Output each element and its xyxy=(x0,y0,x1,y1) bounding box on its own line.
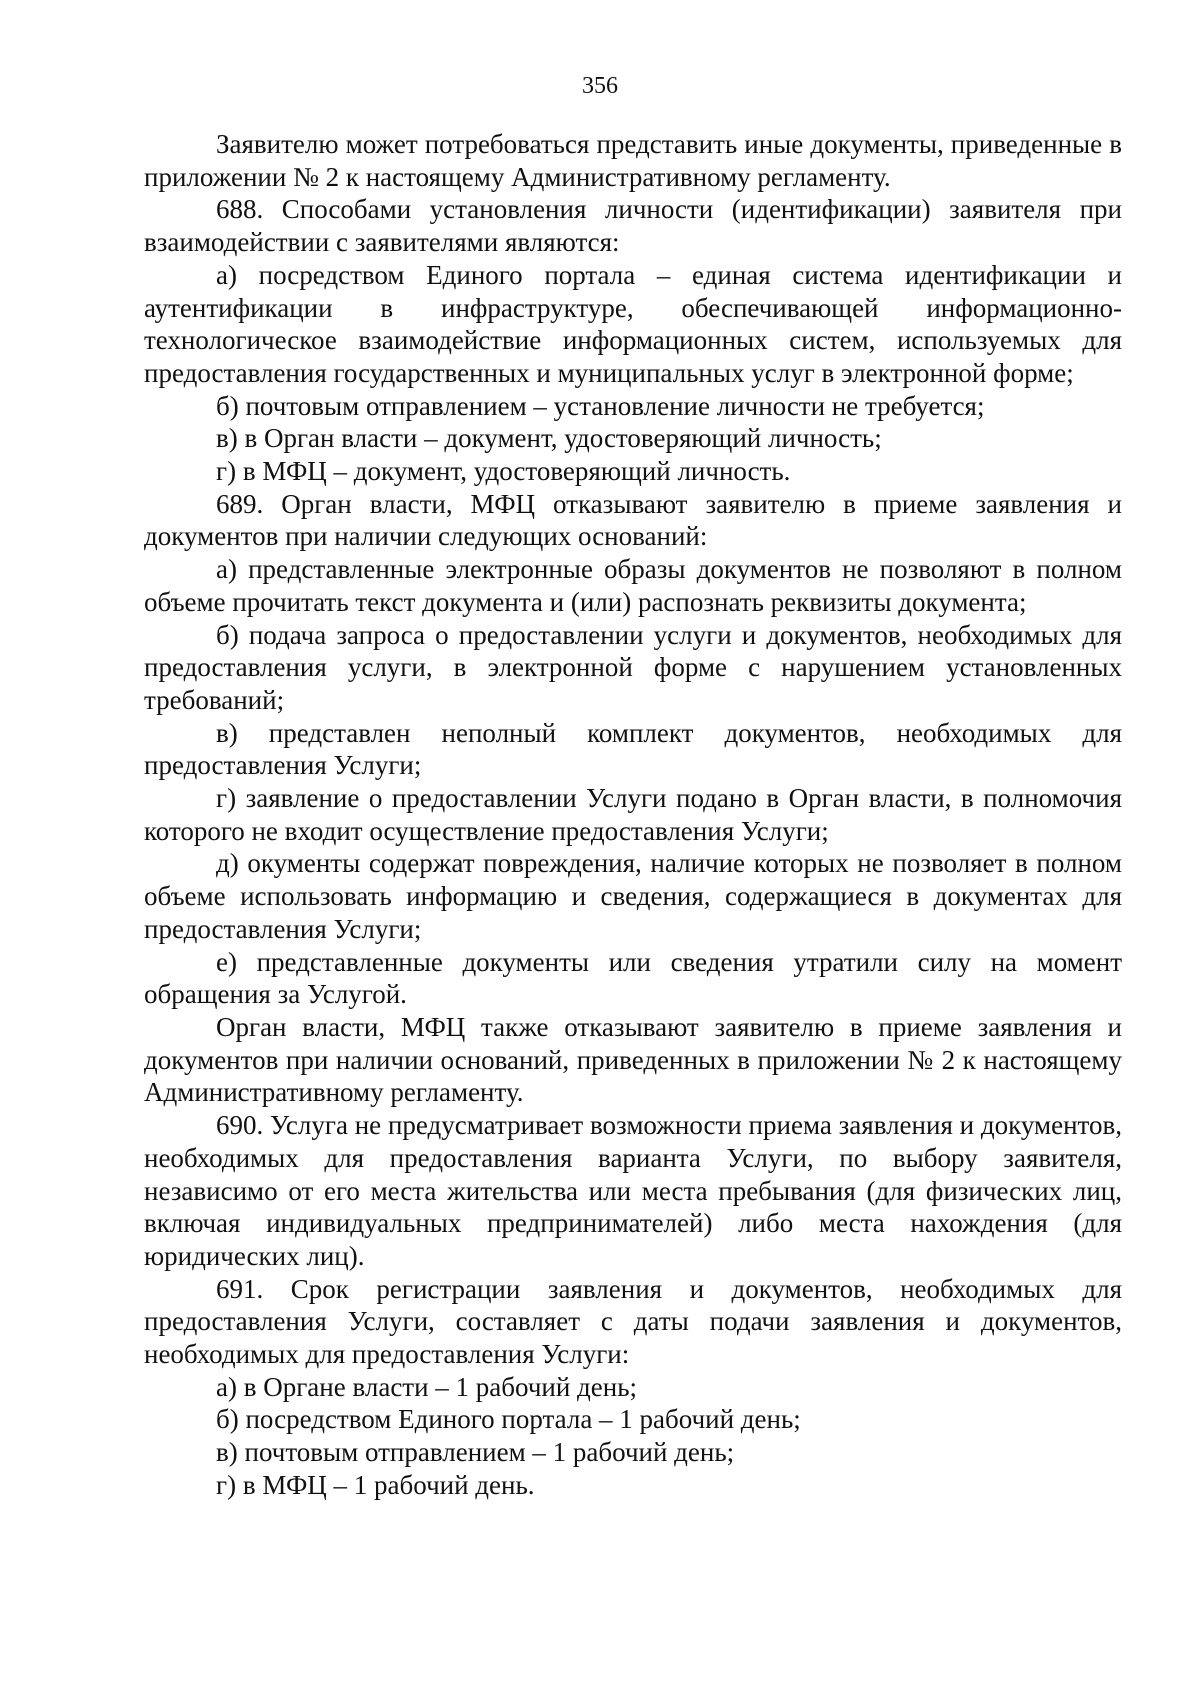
paragraph-applicant-other-docs: Заявителю может потребоваться представить иные документы, приведенные в приложении № 2 к настоящему Административному регламенту. xyxy=(144,129,1122,192)
paragraph-688-b: б) почтовым отправлением – установление личности не требуется; xyxy=(216,390,985,421)
paragraph-691-b: б) посредством Единого портала – 1 рабочий день; xyxy=(216,1404,801,1435)
paragraph-689: 689. Орган власти, МФЦ отказывают заявителю в приеме заявления и документов при наличии следующих оснований: xyxy=(144,488,1122,552)
paragraph-688-g: г) в МФЦ – документ, удостоверяющий личность. xyxy=(216,456,791,487)
page-number: 356 xyxy=(582,73,618,99)
document-body xyxy=(144,128,1122,1502)
paragraph-689-d: д) окументы содержат повреждения, наличие которых не позволяет в полном объеме использовать информацию и сведения, содержащиеся в документах для предоставления Услуги; xyxy=(144,848,1122,944)
paragraph-689-e: е) представленные документы или сведения утратили силу на момент обращения за Услугой. xyxy=(144,946,1122,1010)
paragraph-689-v: в) представлен неполный комплект документов, необходимых для предоставления Услуги; xyxy=(144,717,1122,781)
paragraph-689-g: г) заявление о предоставлении Услуги подано в Орган власти, в полномочия которого не входит осуществление предоставления Услуги; xyxy=(144,783,1122,846)
paragraph-691-a: а) в Органе власти – 1 рабочий день; xyxy=(216,1371,638,1402)
paragraph-688-v: в) в Орган власти – документ, удостоверяющий личность; xyxy=(216,423,882,454)
paragraph-688-a: а) посредством Единого портала – единая система идентификации и аутентификации в инфраструктуре, обеспечивающей информационно-технологическое взаимодействие информационных систем, используемых для предоставления государственных и муниципальных услуг в электронной форме; xyxy=(144,259,1122,388)
paragraph-688: 688. Способами установления личности (идентификации) заявителя при взаимодействии с заявителями являются: xyxy=(144,194,1122,258)
paragraph-691-g: г) в МФЦ – 1 рабочий день. xyxy=(216,1469,535,1500)
paragraph-689-b: б) подача запроса о предоставлении услуги и документов, необходимых для предоставления услуги, в электронной форме с нарушением установленных требований; xyxy=(144,619,1122,715)
paragraph-689-a: а) представленные электронные образы документов не позволяют в полном объеме прочитать текст документа и (или) распознать реквизиты документа; xyxy=(144,554,1122,617)
paragraph-691-v: в) почтовым отправлением – 1 рабочий день; xyxy=(216,1437,735,1468)
paragraph-690: 690. Услуга не предусматривает возможности приема заявления и документов, необходимых для предоставления варианта Услуги, по выбору заявителя, независимо от его места жительства или места пребывания (для физических лиц, включая индивидуальных предпринимателей) либо места нахождения (для юридических лиц). xyxy=(144,1110,1122,1271)
paragraph-691: 691. Срок регистрации заявления и документов, необходимых для предоставления Услуги, составляет с даты подачи заявления и документов, необходимых для предоставления Услуги: xyxy=(144,1273,1122,1370)
paragraph-689-refusal-annex: Орган власти, МФЦ также отказывают заявителю в приеме заявления и документов при наличии оснований, приведенных в приложении № 2 к настоящему Административному регламенту. xyxy=(144,1011,1122,1108)
